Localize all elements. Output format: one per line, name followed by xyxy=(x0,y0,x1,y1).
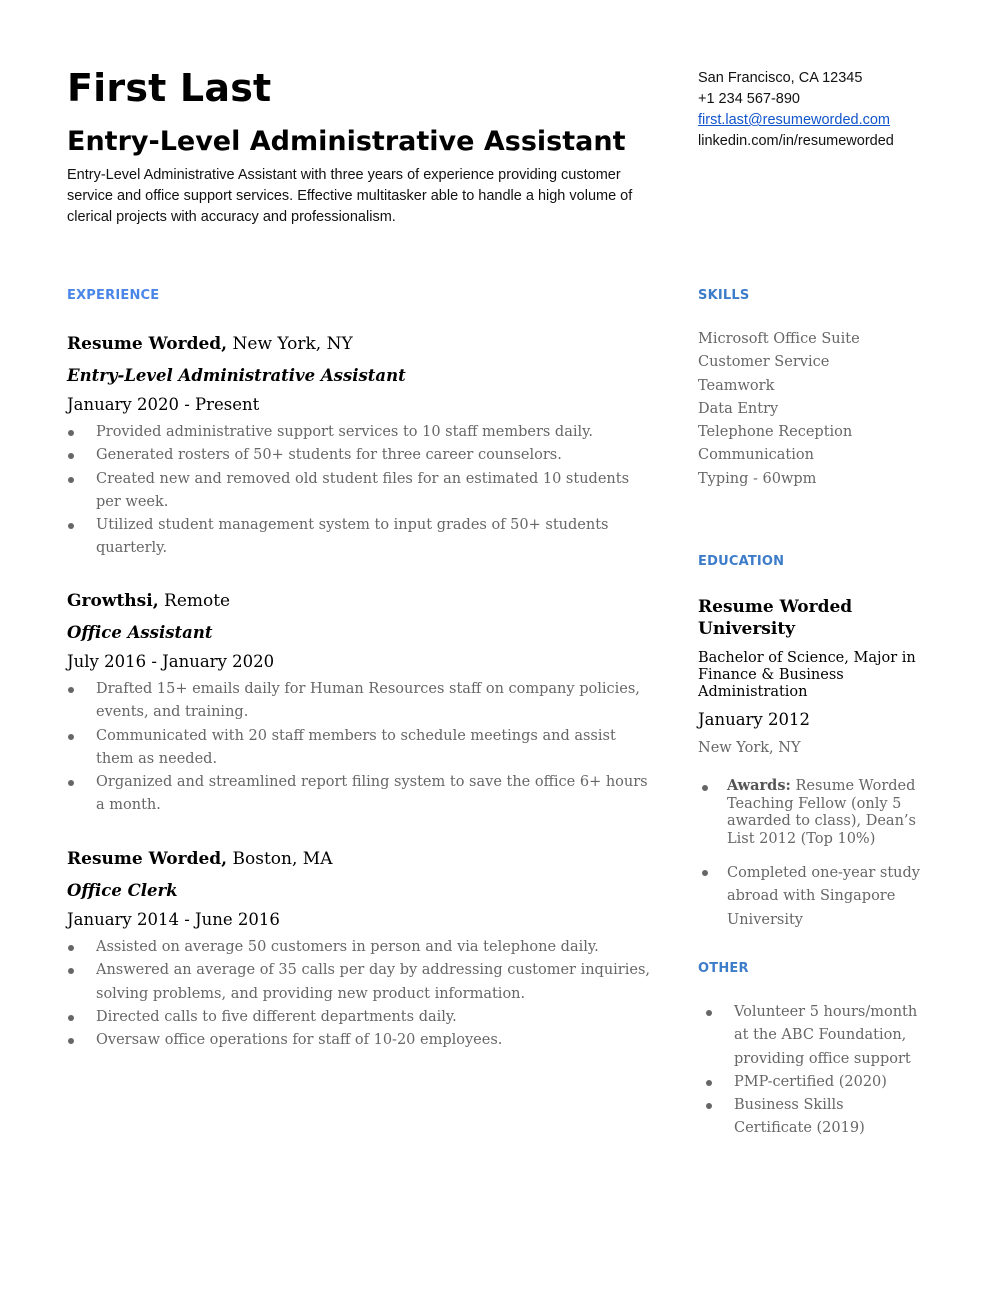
bullet-dot-icon xyxy=(68,945,74,951)
job-bullets xyxy=(67,936,657,1052)
contact-location: San Francisco, CA 12345 xyxy=(698,70,863,86)
bullet-item xyxy=(67,514,657,561)
other-heading: OTHER xyxy=(698,961,749,976)
job-bullets xyxy=(67,421,657,561)
bullet-text: Directed calls to five different departments daily. xyxy=(96,1008,457,1025)
bullet-text: Created new and removed old student files for an estimated 10 students per week. xyxy=(96,470,630,510)
experience-company-line xyxy=(67,589,657,613)
job-dates: July 2016 - January 2020 xyxy=(67,652,275,671)
education-location: New York, NY xyxy=(698,740,801,756)
study-abroad-text: Completed one-year study abroad with Singapore University xyxy=(727,865,920,928)
bullet-text: Oversaw office operations for staff of 10-20 employees. xyxy=(96,1032,503,1049)
bullet-item xyxy=(67,678,657,725)
contact-linkedin: linkedin.com/in/resumeworded xyxy=(698,133,894,149)
bullet-item xyxy=(67,936,657,959)
contact-email-link[interactable]: first.last@resumeworded.com xyxy=(698,112,890,128)
bullet-text: Answered an average of 35 calls per day by addressing customer inquiries, solving problems, and providing new product information. xyxy=(96,962,651,1002)
bullet-text: Utilized student management system to input grades of 50+ students quarterly. xyxy=(96,517,609,557)
summary-text: Entry-Level Administrative Assistant with three years of experience providing customer service and office support services. Effective multitasker able to handle a high volume of clerical projects with accuracy and professionalism. xyxy=(67,167,633,225)
bullet-dot-icon xyxy=(68,780,74,786)
experience-heading: EXPERIENCE xyxy=(67,288,160,303)
company-name: Resume Worded, xyxy=(67,849,228,869)
bullet-item xyxy=(67,1029,657,1052)
bullet-dot-icon xyxy=(68,734,74,740)
company-location: Boston, MA xyxy=(227,849,333,869)
bullet-item xyxy=(67,1006,657,1029)
bullet-dot-icon xyxy=(702,785,708,791)
job-role: Office Clerk xyxy=(67,881,178,900)
bullet-dot-icon xyxy=(68,1015,74,1021)
bullet-dot-icon xyxy=(68,523,74,529)
education-awards-item xyxy=(698,777,923,848)
experience-company-line xyxy=(67,847,657,871)
other-text: PMP-certified (2020) xyxy=(734,1073,887,1090)
experience-entry xyxy=(67,847,657,1052)
bullet-text: Communicated with 20 staff members to schedule meetings and assist them as needed. xyxy=(96,727,616,767)
job-role: Entry-Level Administrative Assistant xyxy=(67,366,406,385)
company-location: Remote xyxy=(158,591,231,611)
bullet-dot-icon xyxy=(702,870,708,876)
skills-list xyxy=(698,328,860,491)
contact-block xyxy=(698,68,894,152)
bullet-dot-icon xyxy=(68,477,74,483)
bullet-item xyxy=(67,959,657,1006)
bullet-text: Provided administrative support services to 10 staff members daily. xyxy=(96,424,594,440)
bullet-dot-icon xyxy=(68,687,74,693)
bullet-item xyxy=(67,771,657,818)
bullet-text: Generated rosters of 50+ students for three career counselors. xyxy=(96,447,562,464)
skill-item: Data Entry xyxy=(698,400,779,417)
other-list xyxy=(705,1001,925,1141)
skills-heading: SKILLS xyxy=(698,288,750,303)
experience-entry xyxy=(67,589,657,818)
other-text: Business Skills Certificate (2019) xyxy=(734,1097,865,1137)
skill-item: Typing - 60wpm xyxy=(698,470,817,487)
skill-item: Communication xyxy=(698,447,814,464)
other-item xyxy=(705,1094,925,1141)
bullet-item xyxy=(67,444,657,467)
bullet-dot-icon xyxy=(706,1080,712,1086)
education-date: January 2012 xyxy=(698,710,810,729)
other-item xyxy=(705,1001,925,1071)
bullet-dot-icon xyxy=(706,1103,712,1109)
job-dates: January 2014 - June 2016 xyxy=(67,910,280,929)
bullet-dot-icon xyxy=(706,1010,712,1016)
bullet-dot-icon xyxy=(68,968,74,974)
skill-item: Customer Service xyxy=(698,354,830,371)
company-name: Growthsi, xyxy=(67,591,159,611)
job-dates: January 2020 - Present xyxy=(67,395,260,414)
bullet-item xyxy=(67,725,657,772)
experience-entry xyxy=(67,332,657,561)
company-location: New York, NY xyxy=(227,334,353,354)
bullet-dot-icon xyxy=(68,1038,74,1044)
contact-phone: +1 234 567-890 xyxy=(698,91,800,107)
job-bullets xyxy=(67,678,657,818)
bullet-text: Organized and streamlined report filing system to save the office 6+ hours a month. xyxy=(96,774,648,814)
other-item xyxy=(705,1071,925,1094)
job-role: Office Assistant xyxy=(67,623,213,642)
education-study-abroad-item xyxy=(698,862,923,932)
education-school: Resume Worded University xyxy=(698,597,853,639)
bullet-item xyxy=(67,468,657,515)
skill-item: Microsoft Office Suite xyxy=(698,331,860,347)
education-bullets xyxy=(698,777,923,932)
bullet-text: Assisted on average 50 customers in person and via telephone daily. xyxy=(96,939,599,955)
education-heading: EDUCATION xyxy=(698,554,785,569)
skill-item: Teamwork xyxy=(698,377,775,394)
education-degree: Bachelor of Science, Major in Finance & Business Administration xyxy=(698,650,916,700)
bullet-text: Drafted 15+ emails daily for Human Resources staff on company policies, events, and training. xyxy=(96,681,640,721)
bullet-item xyxy=(67,421,657,444)
skill-item: Telephone Reception xyxy=(698,424,853,441)
company-name: Resume Worded, xyxy=(67,334,228,354)
awards-text: Resume Worded Teaching Fellow (only 5 awarded to class), Dean’s List 2012 (Top 10%) xyxy=(727,778,916,847)
candidate-title: Entry-Level Administrative Assistant xyxy=(67,126,626,157)
awards-label: Awards: xyxy=(727,777,791,794)
other-text: Volunteer 5 hours/month at the ABC Foundation, providing office support xyxy=(734,1004,918,1067)
bullet-dot-icon xyxy=(68,430,74,436)
experience-company-line xyxy=(67,332,657,356)
bullet-dot-icon xyxy=(68,453,74,459)
candidate-name: First Last xyxy=(67,66,272,110)
